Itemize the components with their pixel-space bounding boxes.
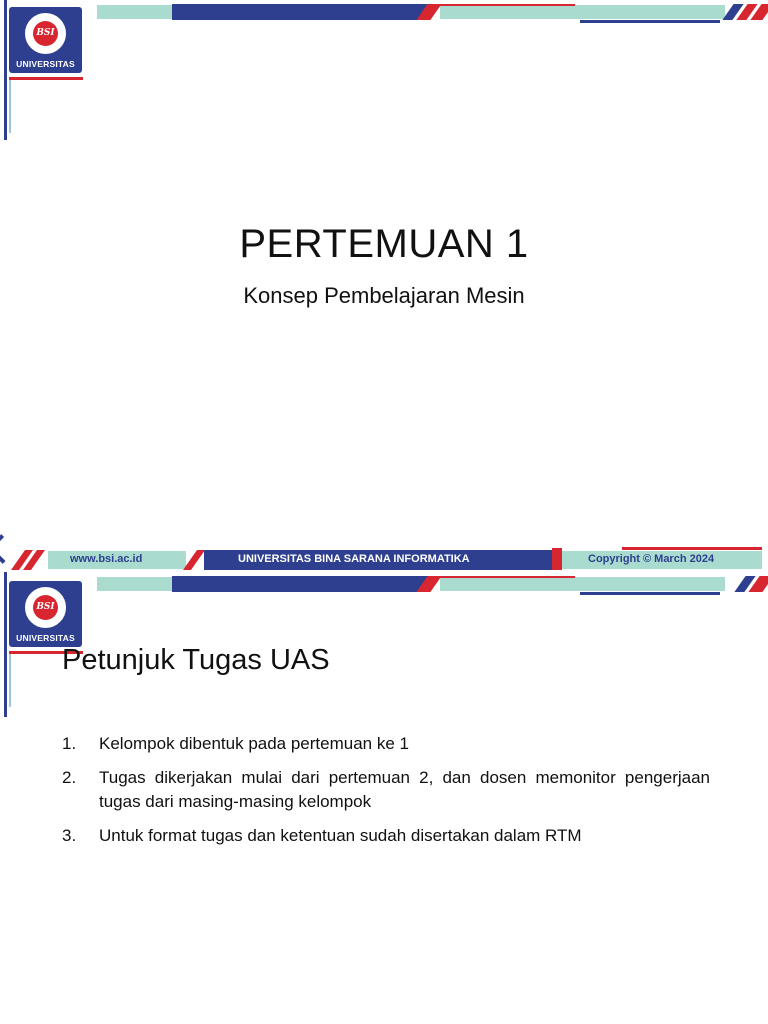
instruction-list (62, 732, 710, 858)
header-stripe-mint-mid (440, 5, 575, 19)
bsi-emblem-icon: BSI (23, 585, 68, 630)
logo-underline-red (9, 77, 83, 80)
slide-heading: Petunjuk Tugas UAS (62, 644, 330, 676)
header-stripe-red-line (440, 576, 575, 578)
logo-label: UNIVERSITAS (16, 59, 75, 69)
list-item-text: Tugas dikerjakan mulai dari pertemuan 2, dan dosen memonitor pengerjaan tugas dari masing-masing kelompok (99, 768, 710, 811)
header-stripe-mint-right (575, 5, 725, 19)
header-stripe-navy-underline (580, 20, 720, 23)
list-item-text: Kelompok dibentuk pada pertemuan ke 1 (99, 734, 409, 753)
header-stripe-navy (172, 4, 430, 20)
header-stripe-navy (172, 576, 430, 592)
header-stripe-navy-underline (580, 592, 720, 595)
left-line-blue (9, 652, 11, 707)
list-item (62, 824, 710, 848)
header-stripe-mint-left (97, 577, 172, 591)
bsi-emblem-icon: BSI (23, 11, 68, 56)
footer-stripe-red-top (622, 547, 762, 550)
university-logo (9, 7, 82, 73)
list-item-number: 2. (62, 768, 77, 787)
slide-subtitle: Konsep Pembelajaran Mesin (243, 283, 525, 308)
header-stripe-mint-mid (440, 577, 575, 591)
footer-copyright: Copyright © March 2024 (588, 553, 715, 565)
left-line-navy (4, 572, 7, 717)
footer-stripe-red-line (552, 548, 562, 570)
slide-footer (0, 530, 768, 570)
footer-stripe-red-diag-3 (183, 550, 205, 570)
list-item (62, 766, 710, 814)
list-item-number: 1. (62, 734, 77, 753)
footer-website: www.bsi.ac.id (70, 553, 143, 565)
logo-label: UNIVERSITAS (16, 633, 75, 643)
footer-institution: UNIVERSITAS BINA SARANA INFORMATIKA (238, 553, 470, 565)
left-line-navy (4, 0, 7, 140)
header-stripe-mint-left (97, 5, 172, 19)
header-stripe-mint-right (575, 577, 725, 591)
left-line-blue (9, 78, 11, 133)
university-logo (9, 581, 82, 647)
list-item (62, 732, 710, 756)
list-item-text: Untuk format tugas dan ketentuan sudah disertakan dalam RTM (99, 826, 582, 845)
list-item-number: 3. (62, 826, 77, 845)
content-slide (0, 572, 768, 1024)
footer-chevron-navy (0, 534, 17, 564)
header-stripe-red-line (440, 4, 575, 6)
slide-title: PERTEMUAN 1 (239, 222, 529, 266)
